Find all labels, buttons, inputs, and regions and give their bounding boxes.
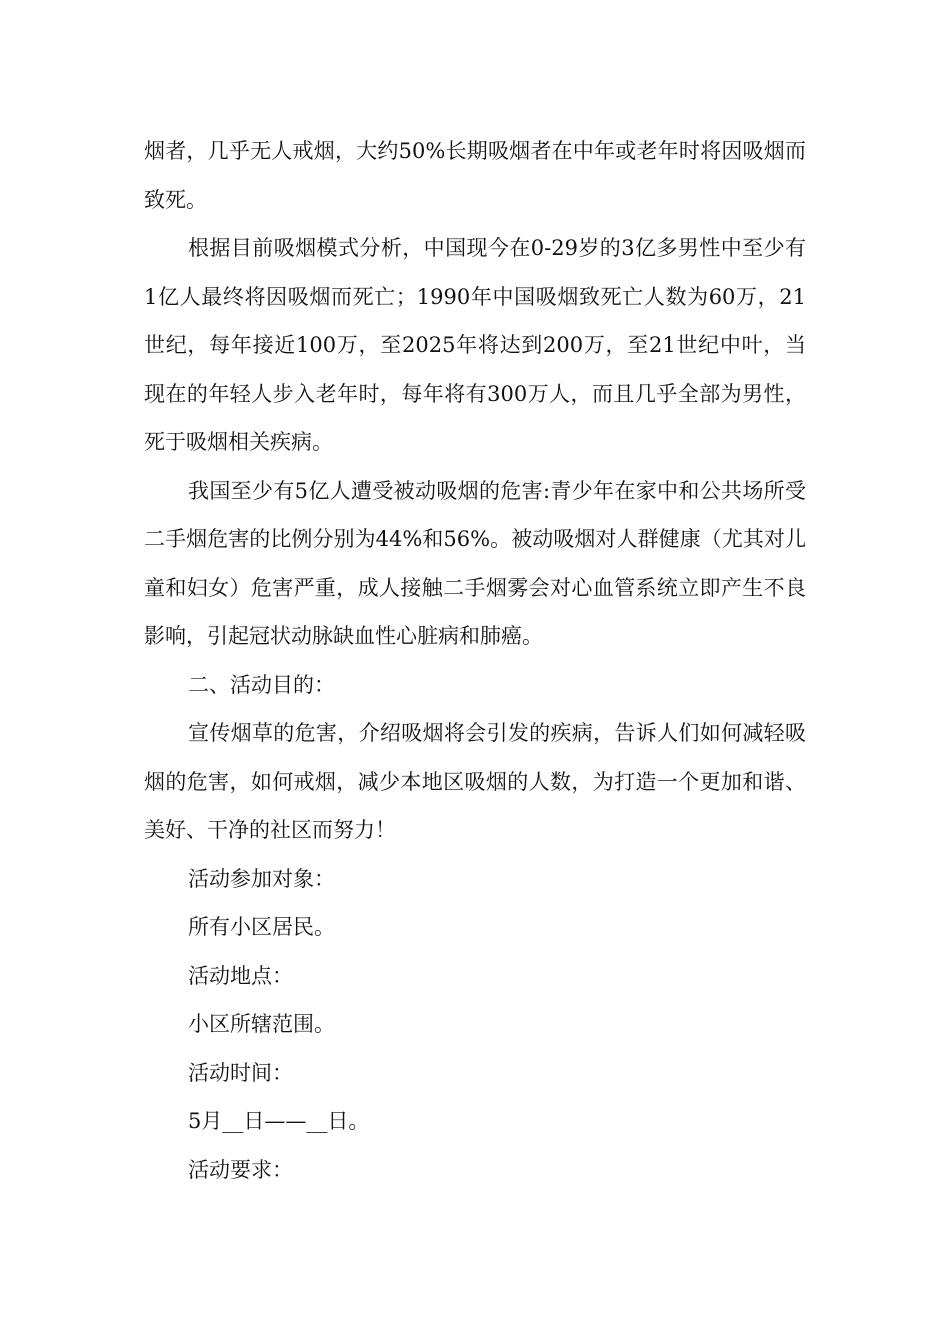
paragraph-passive-smoking: 我国至少有5亿人遭受被动吸烟的危害:青少年在家中和公共场所受二手烟危害的比例分别为44%和56%。被动吸烟对人群健康（尤其对儿童和妇女）危害严重，成人接触二手烟雾会对心血管系统立即产生不良影响，引起冠状动脉缺血性心脏病和肺癌。 <box>144 478 806 648</box>
label-participants: 活动参加对象： <box>188 866 335 891</box>
paragraph-smoking-mortality-projection: 根据目前吸烟模式分析，中国现今在0-29岁的3亿多男性中至少有1亿人最终将因吸烟而死亡；1990年中国吸烟致死亡人数为60万，21世纪，每年接近100万，至2025年将达到200万，至21世纪中叶，当现在的年轻人步入老年时，每年将有300万人，而且几乎全部为男性，死于吸烟相关疾病。 <box>144 236 806 454</box>
label-requirements: 活动要求： <box>188 1157 293 1182</box>
value-time: 5月__日——__日。 <box>188 1109 370 1133</box>
label-location: 活动地点： <box>188 963 293 988</box>
value-participants: 所有小区居民。 <box>188 915 335 939</box>
paragraph-continuation: 烟者，几乎无人戒烟，大约50%长期吸烟者在中年或老年时将因吸烟而致死。 <box>144 139 806 212</box>
document-body <box>144 127 806 1194</box>
label-time: 活动时间： <box>188 1060 293 1085</box>
value-location: 小区所辖范围。 <box>188 1012 335 1036</box>
paragraph-activity-purpose: 宣传烟草的危害，介绍吸烟将会引发的疾病，告诉人们如何减轻吸烟的危害，如何戒烟，减少本地区吸烟的人数，为打造一个更加和谐、美好、干净的社区而努力！ <box>144 721 806 842</box>
section-heading-activity-purpose: 二、活动目的： <box>188 672 335 697</box>
